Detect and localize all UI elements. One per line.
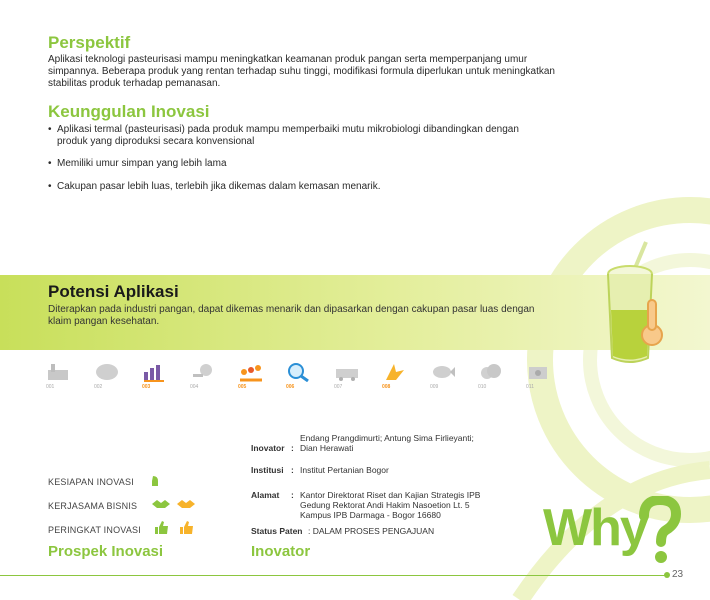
perspektif-line-2: simpannya. Beberapa produk yang rentan terhadap suhu tinggi, modifikasi formula diperlukan untuk meningkatkan [48, 66, 555, 77]
magnifier-icon [286, 362, 320, 396]
keunggulan-bullet-1 [48, 124, 519, 148]
kerjasama-label: KERJASAMA BISNIS [48, 501, 138, 511]
keunggulan-bullet-3: • Cakupan pasar lebih luas, terlebih jika dikemas dalam kemasan menarik. [48, 181, 381, 193]
growth-icon [238, 362, 272, 396]
bullet-1-line-2: produk yang diproduksi secara konvensional [57, 136, 255, 147]
energy-icon [382, 362, 416, 396]
thumbs-up-icon-2 [178, 519, 194, 535]
icon-code-009: 009 [430, 384, 439, 390]
brain-icon [94, 362, 128, 396]
potensi-line-1: Diterapkan pada industri pangan, dapat dikemas menarik dan dipasarkan dengan cakupan pasar luas dengan [48, 304, 535, 315]
icon-code-001: 001 [46, 384, 55, 390]
icon-code-003: 003 [142, 384, 151, 390]
inovator-key: Inovator [251, 443, 285, 453]
tools-icon [190, 362, 224, 396]
alamat-key: Alamat [251, 490, 280, 500]
footer-line [0, 575, 668, 576]
paten-key: Status Paten [251, 526, 303, 536]
vehicle-icon [334, 362, 368, 396]
handshake-icon-1 [151, 498, 171, 510]
keunggulan-heading: Keunggulan Inovasi [48, 102, 210, 121]
icon-code-007: 007 [334, 384, 343, 390]
icon-code-008: 008 [382, 384, 391, 390]
institusi-key: Institusi [251, 465, 284, 475]
footer-dot [664, 572, 670, 578]
institusi-colon: : [291, 465, 294, 475]
inovator-heading: Inovator [251, 543, 311, 560]
alamat-line-3: Kampus IPB Darmaga - Bogor 16680 [300, 510, 441, 520]
inovator-name-2: Dian Herawati [300, 443, 354, 453]
perspektif-line-1: Aplikasi teknologi pasteurisasi mampu meningkatkan keamanan produk pangan serta memperpanjang umur [48, 54, 528, 65]
icon-code-006: 006 [286, 384, 295, 390]
institusi-value: Institut Pertanian Bogor [300, 465, 389, 475]
icon-code-004: 004 [190, 384, 199, 390]
potensi-line-2: klaim pangan kesehatan. [48, 316, 160, 327]
icon-code-002: 002 [94, 384, 103, 390]
icon-code-011: 011 [526, 384, 534, 390]
alamat-line-1: Kantor Direktorat Riset dan Kajian Strategis IPB [300, 490, 481, 500]
sector-icon-strip [46, 362, 566, 396]
thumbs-up-icon-1 [153, 519, 169, 535]
keunggulan-bullet-2: • Memiliki umur simpan yang lebih lama [48, 158, 227, 170]
machine-icon [526, 362, 560, 396]
alamat-colon: : [291, 490, 294, 500]
paten-value: : DALAM PROSES PENGAJUAN [308, 526, 435, 536]
bullet-1-line-1: Aplikasi termal (pasteurisasi) pada produk mampu memperbaiki mutu mikrobiologi dibandingkan dengan [57, 124, 519, 135]
fish-icon [430, 362, 464, 396]
potensi-heading: Potensi Aplikasi [48, 282, 179, 301]
factory-icon [46, 362, 80, 396]
juice-glass-illustration [590, 240, 680, 370]
handshake-icon-2 [176, 498, 196, 510]
question-mark-graphic [636, 496, 682, 564]
inovator-colon: : [291, 443, 294, 453]
page-number: 23 [672, 569, 684, 580]
prospek-heading: Prospek Inovasi [48, 543, 164, 560]
cloud-icon [478, 362, 512, 396]
icon-code-010: 010 [478, 384, 487, 390]
kesiapan-label: KESIAPAN INOVASI [48, 477, 134, 487]
peringkat-label: PERINGKAT INOVASI [48, 525, 141, 535]
why-title: Why [543, 499, 647, 557]
perspektif-heading: Perspektif [48, 33, 131, 52]
alamat-line-2: Gedung Rektorat Andi Hakim Nasoetion Lt. 5 [300, 500, 470, 510]
hand-icon [150, 474, 160, 488]
chart-icon [142, 362, 176, 396]
icon-code-005: 005 [238, 384, 247, 390]
inovator-name-1: Endang Prangdimurti; Antung Sima Firlieyanti; [300, 433, 474, 443]
perspektif-line-3: stabilitas produk terhadap pemanasan. [48, 78, 221, 89]
